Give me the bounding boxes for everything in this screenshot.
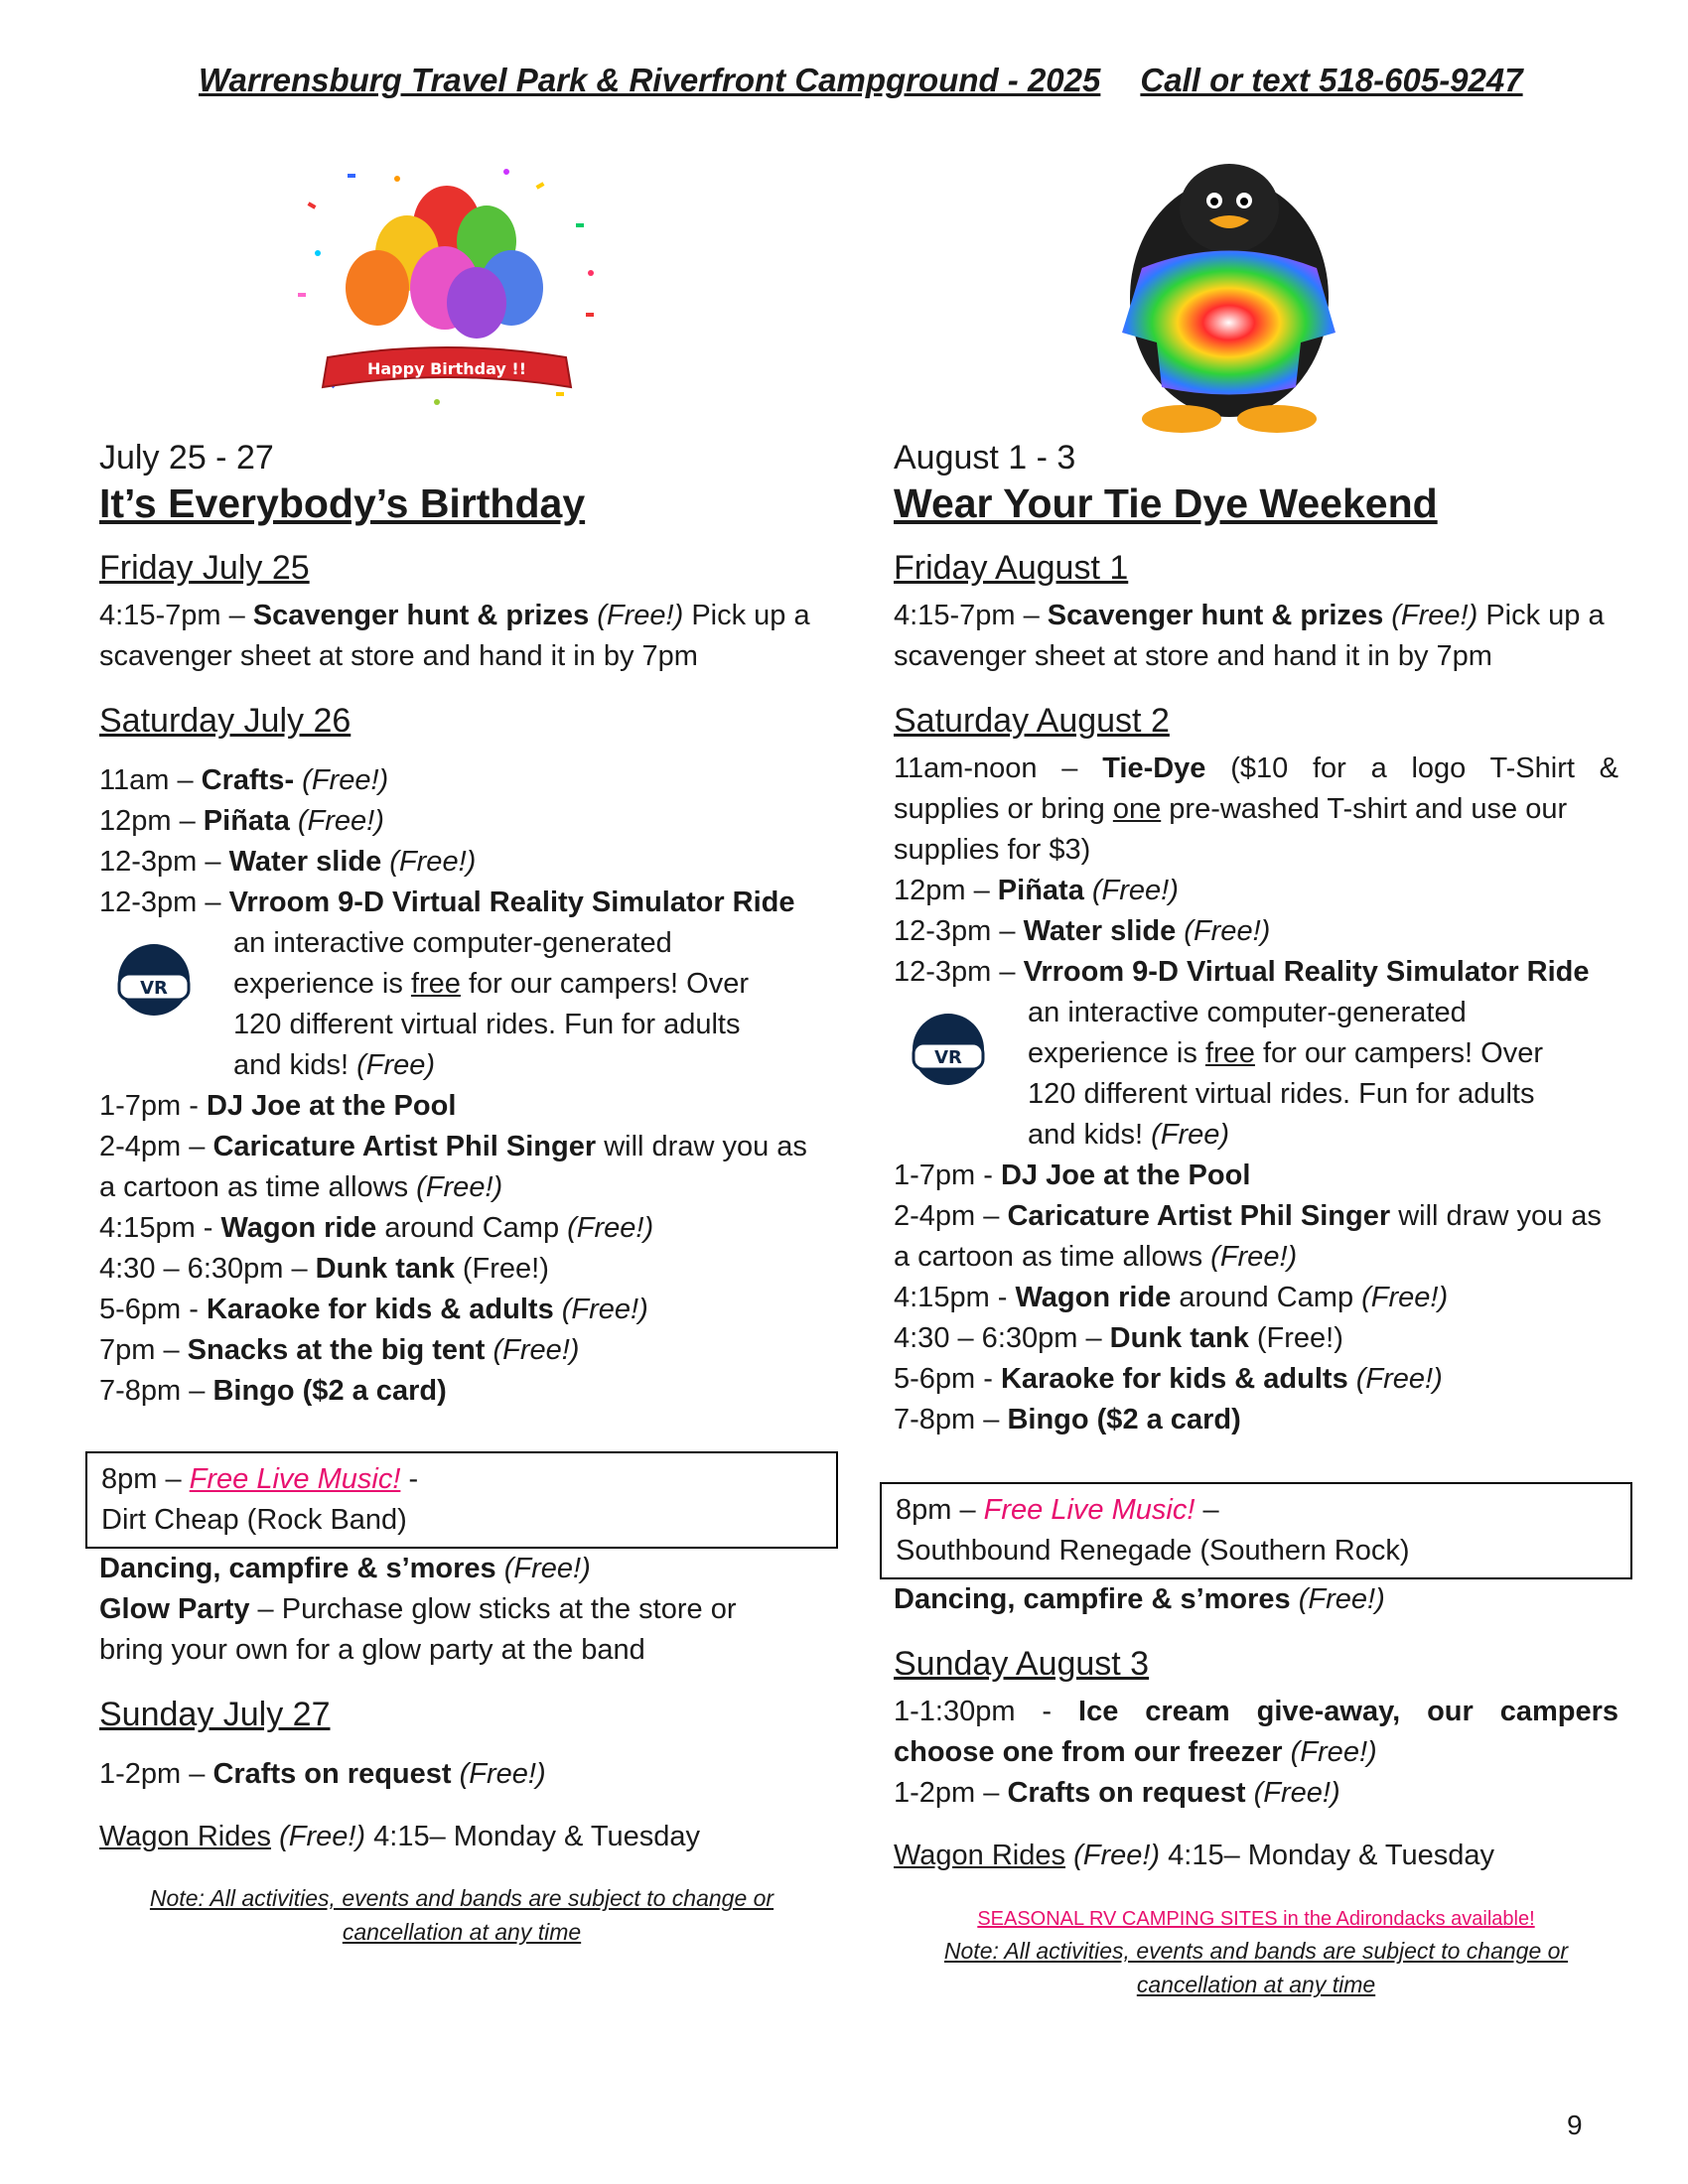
vr-line-4: and kids! (Free) [233, 1049, 436, 1081]
vr-headset-icon [99, 923, 209, 1042]
vr-line-3: 120 different virtual rides. Fun for adults [1028, 1078, 1535, 1110]
disclaimer-note: Note: All activities, events and bands are subject to change or cancellation at any time [943, 1938, 1569, 1997]
disclaimer-note: Note: All activities, events and bands are subject to change or cancellation at any time [149, 1885, 774, 1945]
day-heading-saturday: Saturday August 2 [894, 702, 1170, 740]
vr-line-4: and kids! (Free) [1028, 1119, 1230, 1151]
activity-dancing: Dancing, campfire & s’mores (Free!) [99, 1553, 591, 1584]
activity-karaoke: 5-6pm - Karaoke for kids & adults (Free!) [99, 1294, 648, 1325]
seasonal-sites-notice: SEASONAL RV CAMPING SITES in the Adirondacks available! [977, 1908, 1535, 1930]
penguin-face [1180, 164, 1279, 253]
activity-bingo: 7-8pm – Bingo ($2 a card) [99, 1375, 447, 1407]
vr-line-2: experience is free for our campers! Over [1028, 1037, 1544, 1069]
activity-caricature-detail: a cartoon as time allows (Free!) [894, 1241, 1298, 1273]
day-heading-sunday: Sunday July 27 [99, 1696, 331, 1733]
live-music-band: Dirt Cheap (Rock Band) [101, 1504, 407, 1536]
balloon-purple [447, 267, 506, 339]
day-heading-saturday: Saturday July 26 [99, 702, 352, 740]
wagon-rides: Wagon Rides (Free!) 4:15– Monday & Tuesday [99, 1821, 701, 1852]
event-dates: July 25 - 27 [99, 439, 274, 477]
activity-crafts-request: 1-2pm – Crafts on request (Free!) [99, 1758, 546, 1790]
activity-snacks: 7pm – Snacks at the big tent (Free!) [99, 1334, 580, 1366]
activity-dunk-tank: 4:30 – 6:30pm – Dunk tank (Free!) [894, 1322, 1343, 1354]
day-heading-sunday: Sunday August 3 [894, 1645, 1150, 1683]
activity-scavenger-hunt-detail: scavenger sheet at store and hand it in by 7pm [99, 640, 698, 672]
activity-dunk-tank: 4:30 – 6:30pm – Dunk tank (Free!) [99, 1253, 549, 1285]
birthday-balloons-image [288, 164, 606, 417]
penguin-foot-left [1142, 405, 1221, 433]
activity-caricature: 2-4pm – Caricature Artist Phil Singer will draw you as [894, 1200, 1602, 1232]
free-live-music-link: Free Live Music! [189, 1463, 401, 1495]
activity-dj: 1-7pm - DJ Joe at the Pool [894, 1160, 1251, 1191]
banner-text: Happy Birthday !! [366, 359, 527, 378]
activity-karaoke: 5-6pm - Karaoke for kids & adults (Free!) [894, 1363, 1443, 1395]
activity-vrroom: 12-3pm – Vrroom 9-D Virtual Reality Simulator Ride [894, 956, 1590, 988]
right-column [894, 437, 1618, 2001]
event-dates: August 1 - 3 [894, 439, 1076, 477]
vr-description [99, 923, 824, 1086]
day-heading-friday: Friday August 1 [894, 549, 1129, 587]
wagon-rides: Wagon Rides (Free!) 4:15– Monday & Tuesday [894, 1840, 1495, 1871]
live-music-box [85, 1451, 838, 1549]
live-music-box [880, 1482, 1632, 1579]
live-music-line: 8pm – Free Live Music! - [101, 1463, 419, 1495]
activity-ice-cream: 1-1:30pm - Ice cream give-away, our campers [894, 1696, 1618, 1727]
activity-scavenger-hunt-detail: scavenger sheet at store and hand it in by 7pm [894, 640, 1492, 672]
vr-headset-icon [894, 993, 1003, 1112]
header-phone: Call or text 518-605-9247 [1140, 62, 1523, 98]
activity-wagon-ride: 4:15pm - Wagon ride around Camp (Free!) [894, 1282, 1449, 1313]
event-title: It’s Everybody’s Birthday [99, 480, 586, 526]
activity-caricature: 2-4pm – Caricature Artist Phil Singer will draw you as [99, 1131, 807, 1162]
day-heading-friday: Friday July 25 [99, 549, 310, 587]
activity-caricature-detail: a cartoon as time allows (Free!) [99, 1171, 503, 1203]
activity-ice-cream-detail: choose one from our freezer (Free!) [894, 1736, 1377, 1768]
activity-wagon-ride: 4:15pm - Wagon ride around Camp (Free!) [99, 1212, 654, 1244]
svg-text:VR: VR [934, 1047, 962, 1068]
activity-dj: 1-7pm - DJ Joe at the Pool [99, 1090, 457, 1122]
activity-pinata: 12pm – Piñata (Free!) [894, 875, 1179, 906]
activity-dancing: Dancing, campfire & s’mores (Free!) [894, 1583, 1385, 1615]
activity-tie-dye-detail: supplies or bring one pre-washed T-shirt and use our [894, 793, 1568, 825]
penguin-foot-right [1237, 405, 1317, 433]
activity-glow-party-detail: bring your own for a glow party at the band [99, 1634, 645, 1666]
balloon-orange [346, 250, 409, 326]
activity-tie-dye-detail-2: supplies for $3) [894, 834, 1091, 866]
activity-pinata: 12pm – Piñata (Free!) [99, 805, 384, 837]
header-title: Warrensburg Travel Park & Riverfront Campground - 2025 [199, 62, 1101, 98]
event-title: Wear Your Tie Dye Weekend [894, 480, 1438, 526]
activity-glow-party: Glow Party – Purchase glow sticks at the store or [99, 1593, 737, 1625]
activity-crafts-request: 1-2pm – Crafts on request (Free!) [894, 1777, 1340, 1809]
vr-description [894, 993, 1618, 1156]
vr-line-2: experience is free for our campers! Over [233, 968, 750, 1000]
activity-water-slide: 12-3pm – Water slide (Free!) [99, 846, 477, 878]
left-column [99, 437, 824, 1949]
activity-water-slide: 12-3pm – Water slide (Free!) [894, 915, 1271, 947]
vr-line-3: 120 different virtual rides. Fun for adults [233, 1009, 741, 1040]
activity-tie-dye: 11am-noon – Tie-Dye ($10 for a logo T-Shirt & [894, 752, 1619, 784]
activity-scavenger-hunt: 4:15-7pm – Scavenger hunt & prizes (Free!) Pick up a [894, 600, 1605, 631]
vr-line-1: an interactive computer-generated [1028, 997, 1467, 1028]
svg-text:VR: VR [140, 978, 168, 999]
page-number: 9 [1567, 2110, 1583, 2140]
activity-vrroom: 12-3pm – Vrroom 9-D Virtual Reality Simulator Ride [99, 887, 795, 918]
free-live-music-text: Free Live Music! [983, 1494, 1196, 1526]
activity-scavenger-hunt: 4:15-7pm – Scavenger hunt & prizes (Free!) Pick up a [99, 600, 810, 631]
page-header [199, 62, 1589, 99]
activity-crafts: 11am – Crafts- (Free!) [99, 764, 389, 796]
tie-dye-penguin-image [1102, 139, 1355, 437]
live-music-line: 8pm – Free Live Music! – [896, 1494, 1219, 1526]
activity-bingo: 7-8pm – Bingo ($2 a card) [894, 1404, 1241, 1435]
vr-line-1: an interactive computer-generated [233, 927, 672, 959]
live-music-band: Southbound Renegade (Southern Rock) [896, 1535, 1410, 1567]
